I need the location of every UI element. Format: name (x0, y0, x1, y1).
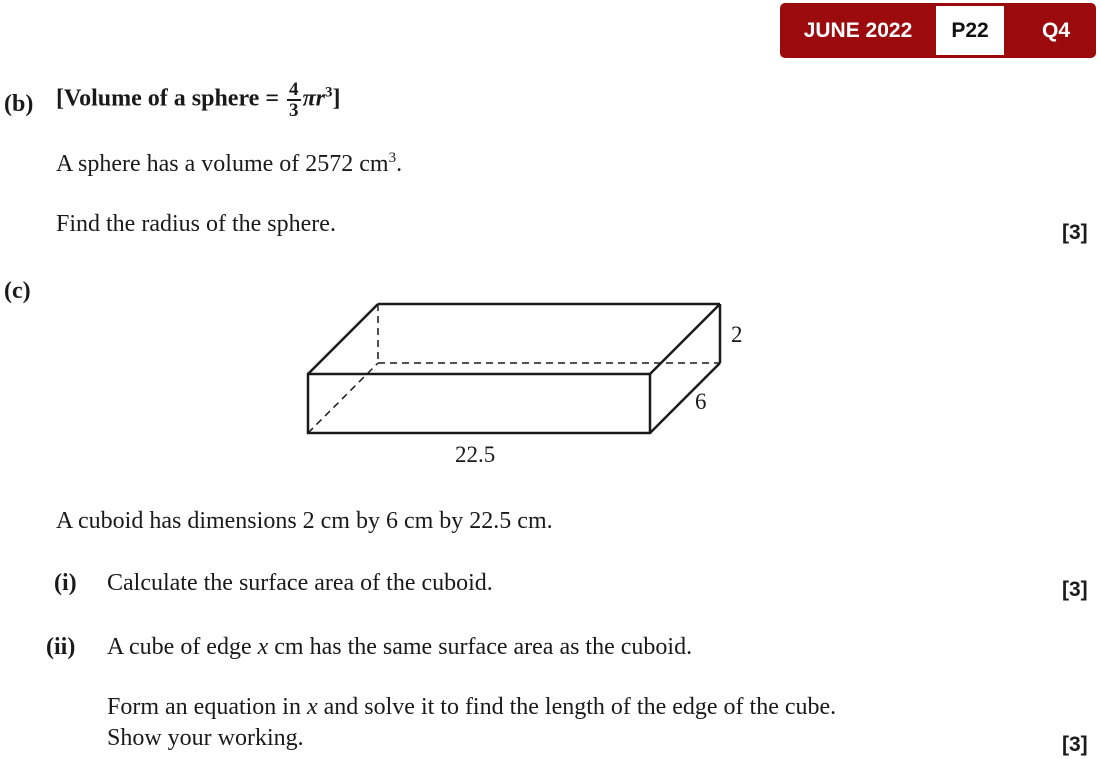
formula-suffix: ] (332, 85, 341, 112)
part-c-i-text: Calculate the surface area of the cuboid. (107, 570, 493, 596)
part-c-ii-text: A cube of edge x cm has the same surface area as the cuboid. (107, 634, 693, 660)
sphere-instruction: Find the radius of the sphere. (56, 211, 336, 237)
sphere-volume-formula (56, 80, 340, 120)
cuboid-diagram (290, 290, 770, 480)
cuboid-edge-bottom-right (650, 363, 720, 433)
cuboid-edge-top-left (308, 304, 378, 374)
part-c-ii-working: Show your working. (107, 725, 304, 751)
part-c-i-label: (i) (54, 570, 77, 596)
formula-fraction: $\frac{4}{3}$ (289, 79, 299, 121)
part-c-i-marks: [3] (1062, 578, 1088, 601)
part-c-ii-label: (ii) (46, 634, 76, 660)
formula-pi-r: πr (302, 85, 325, 112)
part-b-label: (b) (4, 91, 34, 117)
formula-exponent: 3 (324, 84, 333, 101)
badge-question: Q4 (1041, 19, 1070, 42)
sphere-volume-statement: A sphere has a volume of 2572 $cm^3$. (56, 150, 403, 177)
cuboid-intro: A cuboid has dimensions 2 cm by 6 cm by 22.5 cm. (56, 508, 553, 534)
part-c-ii-instruction: Form an equation in x and solve it to find the length of the edge of the cube. (107, 694, 837, 720)
question-badge (780, 3, 1096, 58)
depth-label: 6 (695, 389, 707, 414)
length-label: 22.5 (455, 442, 496, 467)
badge-paper: P22 (936, 6, 1004, 55)
cuboid-front-face (308, 374, 650, 433)
part-b-marks: [3] (1062, 221, 1088, 244)
badge-date: JUNE 2022 (803, 19, 913, 42)
height-label: 2 (731, 322, 743, 347)
part-c-label: (c) (4, 278, 31, 304)
part-c-ii-marks: [3] (1062, 733, 1088, 756)
formula-prefix: [Volume of a sphere = (56, 85, 280, 112)
